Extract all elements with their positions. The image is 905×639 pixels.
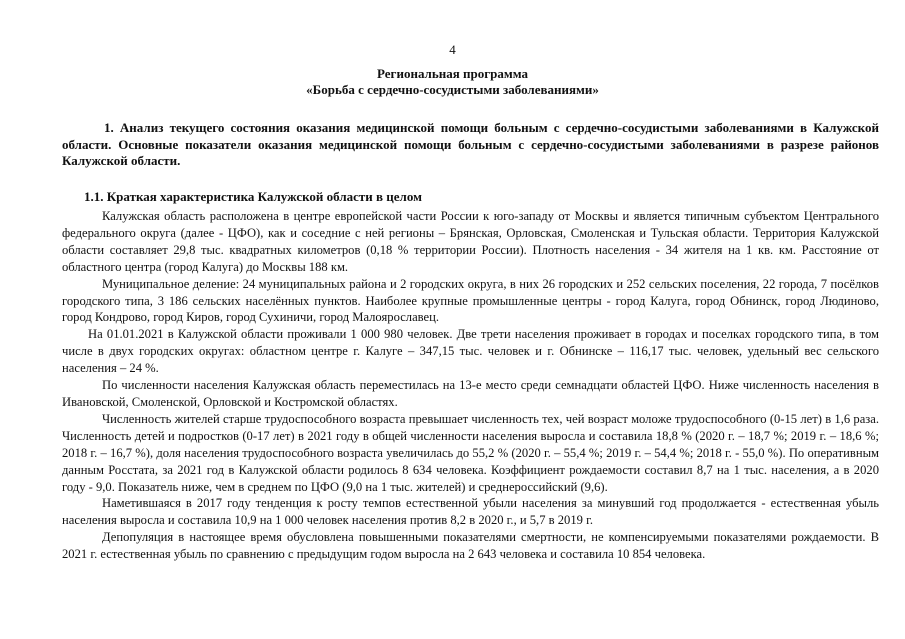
paragraph-population: На 01.01.2021 в Калужской области проживали 1 000 980 человек. Две трети населения проживает в городах и поселках городского типа, в том числе в двух городских округах: областном центре г. Калуге – 347,15 тыс. человек и г. Обнинске – 116,17 тыс. человек, удельный вес сельского населения – 24 %. <box>62 327 879 376</box>
paragraph-depopulation: Депопуляция в настоящее время обусловлена повышенными показателями смертности, не компенсируемыми показателями рождаемости. В 2021 г. естественная убыль по сравнению с предыдущим годом выросла на 2 643 человека и составила 10 854 человека. <box>62 530 879 562</box>
page-number: 4 <box>449 42 456 57</box>
subsection-heading: 1.1. Краткая характеристика Калужской области в целом <box>84 189 422 204</box>
program-title-line-1: Региональная программа <box>377 66 528 81</box>
paragraph-municipal-division: Муниципальное деление: 24 муниципальных района и 2 городских округа, в них 26 городских и 252 сельских поселения, 22 города, 7 посёлков городского типа, 3 186 сельских населённых пунктов. Наиболее крупные промышленные центры - город Калуга, город Обнинск, город Людиново, город Кондрово, город Киров, город Сухиничи, город Малоярославец. <box>62 276 879 325</box>
paragraph-age-structure: Численность жителей старше трудоспособного возраста превышает численность тех, чей возраст моложе трудоспособного (0-15 лет) в 1,6 раза. Численность детей и подростков (0-17 лет) в 2021 году в общей численности населения выросла и составила 18,8 % (2020 г. – 18,7 %; 2019 г. – 18,6 %; 2018 г. – 16,7 %), доля населения трудоспособного возраста увеличилась до 55,2 % (2020 г. – 55,4 %; 2019 г. – 54,4 %; 2018 г. - 55,0 %). По оперативным данным Росстата, за 2021 год в Калужской области родилось 8 634 человека. Коэффициент рождаемости составил 8,7 на 1 тыс. населения, а в 2020 году - 9,0. Показатель ниже, чем в среднем по ЦФО (9,0 на 1 тыс. жителей) и среднероссийский (9,6). <box>62 411 879 494</box>
body-text <box>62 208 879 563</box>
paragraph-population-rank: По численности населения Калужская область переместилась на 13-е место среди семнадцати областей ЦФО. Ниже численность населения в Ивановской, Смоленской, Орловской и Костромской областях. <box>62 378 879 409</box>
section-heading: 1. Анализ текущего состояния оказания медицинской помощи больным с сердечно-сосудистыми заболеваниями в Калужской области. Основные показатели оказания медицинской помощи больным с сердечно-сосудистыми заболеваниями в разрезе районов Калужской области. <box>62 120 879 168</box>
program-title <box>0 66 905 98</box>
paragraph-location: Калужская область расположена в центре европейской части России к юго-западу от Москвы и является типичным субъектом Центрального федерального округа (далее - ЦФО), как и соседние с ней регионы – Брянская, Орловская, Смоленская и Тульская области. Территория Калужской области составляет 29,8 тыс. квадратных километров (0,18 % территории России). Плотность населения - 34 жителя на 1 кв. км. Расстояние от областного центра (город Калуга) до Москвы 188 км. <box>62 209 879 274</box>
paragraph-natural-decline: Наметившаяся в 2017 году тенденция к росту темпов естественной убыли населения за минувший год продолжается - естественная убыль населения выросла и составила 10,9 на 1 000 человек населения против 8,2 в 2020 г., и 5,7 в 2019 г. <box>62 496 879 528</box>
program-title-line-2: «Борьба с сердечно-сосудистыми заболеваниями» <box>306 82 599 97</box>
